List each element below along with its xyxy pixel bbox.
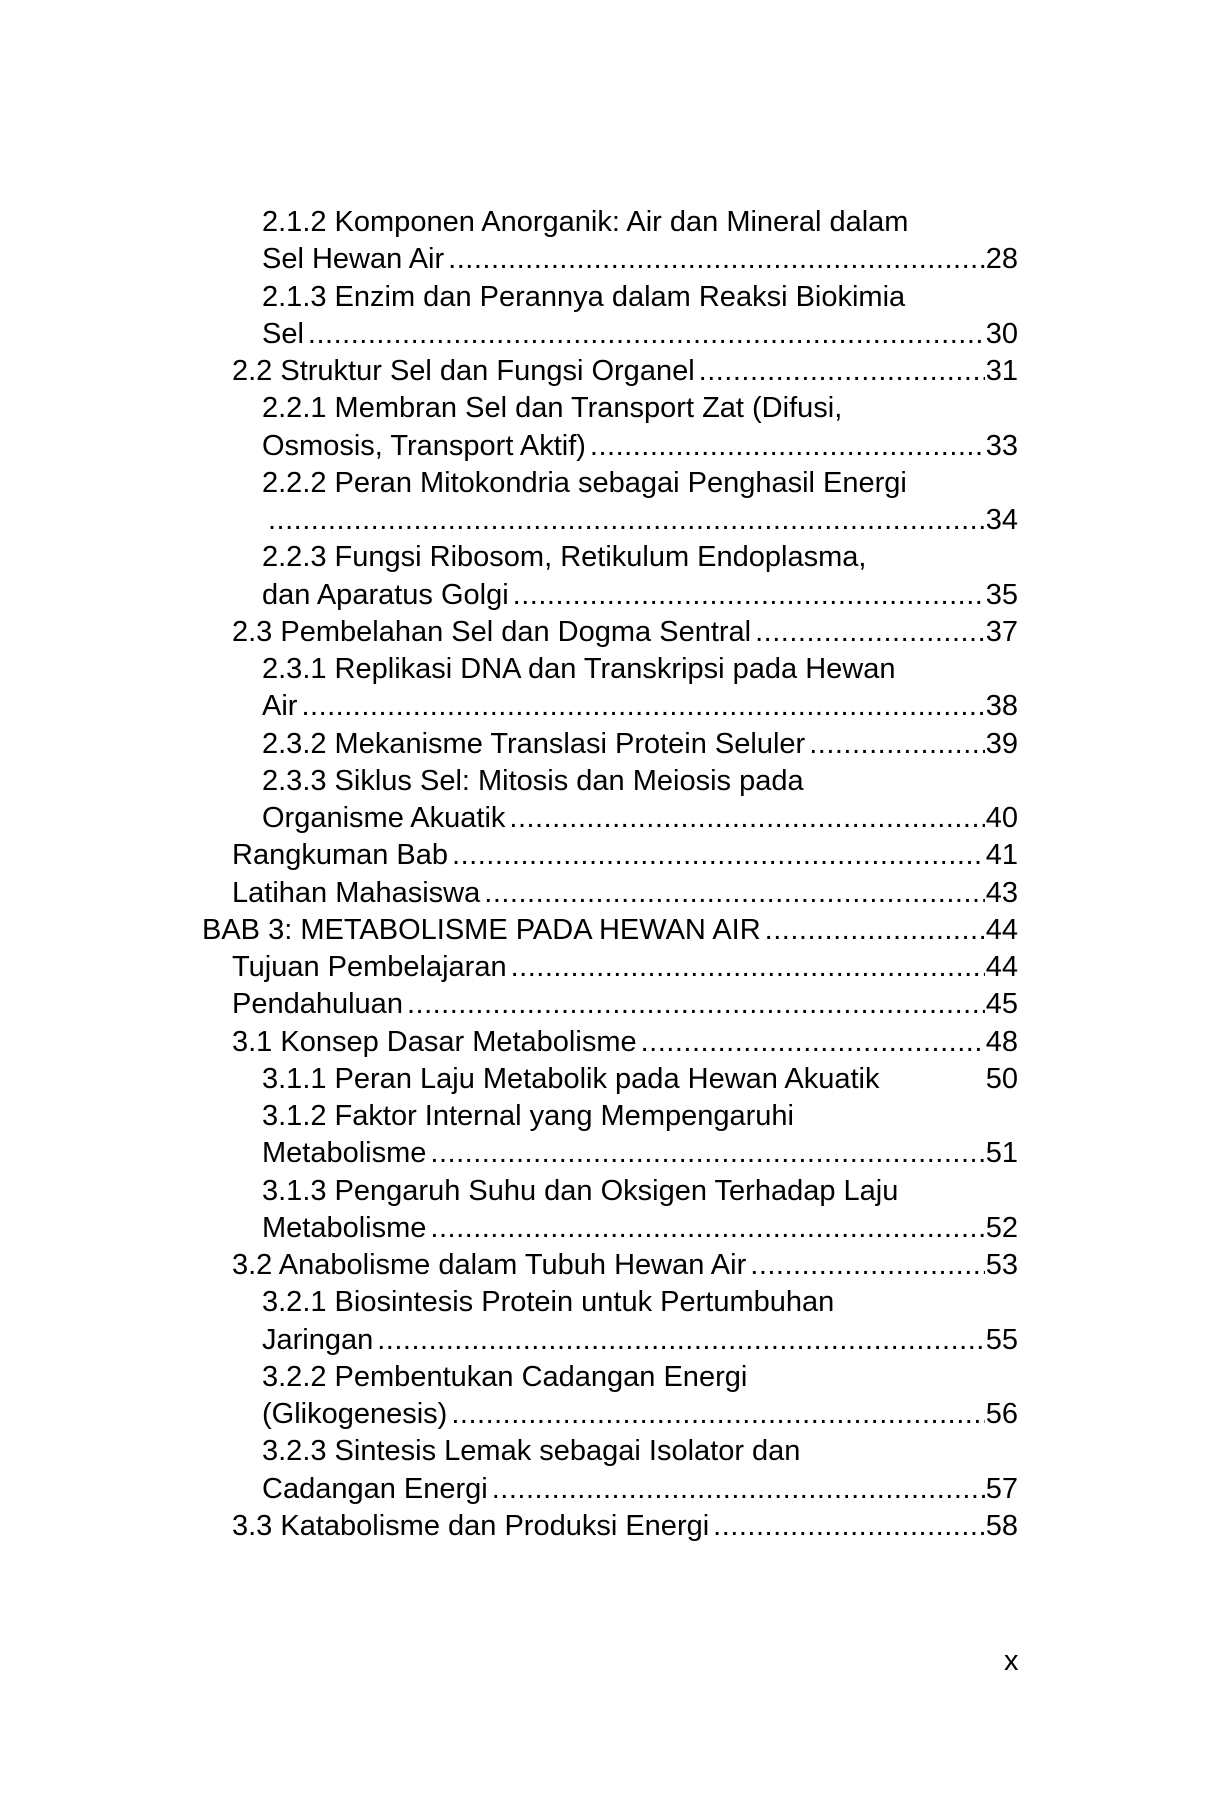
- toc-entry-final-line: [262, 800, 1018, 837]
- toc-entry-page-number: 56: [985, 1398, 1018, 1430]
- toc-entry-title: 3.1.1 Peran Laju Metabolik pada Hewan Akuatik: [262, 1062, 880, 1095]
- toc-entry-title-line: 3.1.2 Faktor Internal yang Mempengaruhi: [262, 1100, 794, 1132]
- toc-entry-page-number: 57: [985, 1472, 1018, 1505]
- toc-entry-title-line: 2.2.2 Peran Mitokondria sebagai Penghasil Energi: [262, 466, 907, 499]
- toc-entry[interactable]: [0, 1173, 1221, 1248]
- toc-entry[interactable]: [0, 1247, 1221, 1284]
- toc-entry-title: Jaringan: [262, 1323, 374, 1356]
- toc-entry-final-line: [202, 912, 1018, 949]
- toc-entry-final-line: [232, 353, 1018, 390]
- toc-entry-page-number: 44: [985, 913, 1018, 946]
- toc-entry-title: Air: [262, 690, 298, 723]
- toc-entry-page-number: 30: [985, 317, 1018, 350]
- toc-entry-final-line: [262, 1210, 1018, 1247]
- toc-entry-final-line: [262, 1471, 1018, 1508]
- toc-entry-title-line: 2.2.1 Membran Sel dan Transport Zat (Difusi,: [262, 392, 843, 425]
- toc-entry-page-number: 35: [985, 578, 1018, 611]
- toc-entry-page-number: 39: [985, 727, 1018, 760]
- dot-leader: [641, 1024, 985, 1061]
- toc-entry[interactable]: [0, 1359, 1221, 1434]
- toc-entry-page-number: 51: [985, 1137, 1018, 1170]
- toc-entry-final-line: [232, 986, 1018, 1023]
- toc-entry-title: Metabolisme: [262, 1137, 427, 1170]
- toc-entry[interactable]: [0, 279, 1221, 354]
- dot-leader: [513, 577, 985, 614]
- toc-entry-final-line: [262, 1061, 1018, 1098]
- toc-entry[interactable]: [0, 204, 1221, 279]
- toc-entry-page-number: 41: [985, 839, 1018, 872]
- toc-entry[interactable]: [0, 353, 1221, 390]
- toc-entry-page-number: 33: [985, 429, 1018, 462]
- toc-entry-page-number: 37: [985, 615, 1018, 648]
- toc-entry-title: Cadangan Energi: [262, 1472, 488, 1505]
- toc-entry-final-line: [232, 1508, 1018, 1545]
- toc-entry-title: BAB 3: METABOLISME PADA HEWAN AIR: [202, 913, 761, 946]
- toc-entry-page-number: 53: [985, 1249, 1018, 1281]
- toc-entry-page-number: 44: [985, 951, 1018, 983]
- toc-entry-page-number: 52: [985, 1211, 1018, 1244]
- toc-entry-title-line: 3.2.2 Pembentukan Cadangan Energi: [262, 1360, 748, 1393]
- toc-entry[interactable]: [0, 539, 1221, 614]
- toc-entry-final-line: [232, 1247, 1018, 1284]
- dot-leader: [750, 1247, 984, 1284]
- toc-entry[interactable]: [0, 949, 1221, 986]
- toc-entry-page-number: 31: [985, 355, 1018, 387]
- toc-entry[interactable]: [0, 651, 1221, 726]
- toc-entry-title-line: 3.2.3 Sintesis Lemak sebagai Isolator dan: [262, 1435, 801, 1468]
- dot-leader: [492, 1471, 985, 1508]
- dot-leader: [765, 912, 985, 949]
- toc-entry-final-line: [262, 502, 1018, 539]
- toc-entry[interactable]: [0, 1508, 1221, 1545]
- toc-entry[interactable]: [0, 912, 1221, 949]
- toc-entry[interactable]: [0, 1098, 1221, 1173]
- toc-entry[interactable]: [0, 390, 1221, 465]
- toc-entry-title: Sel: [262, 317, 304, 350]
- toc-entry-title: (Glikogenesis): [262, 1398, 448, 1430]
- toc-entry-title-line: 2.2.3 Fungsi Ribosom, Retikulum Endoplasma,: [262, 541, 867, 574]
- toc-entry-title-line: 2.3.3 Siklus Sel: Mitosis dan Meiosis pada: [262, 764, 804, 797]
- dot-leader: [377, 1322, 984, 1359]
- dot-leader: [755, 614, 985, 651]
- dot-leader: [430, 1210, 984, 1247]
- toc-entry-page-number: 38: [985, 690, 1018, 723]
- toc-entry-final-line: [262, 1322, 1018, 1359]
- dot-leader: [451, 1396, 984, 1433]
- toc-entry-final-line: [232, 837, 1018, 874]
- dot-leader: [484, 875, 984, 912]
- toc-entry-title: Rangkuman Bab: [232, 839, 449, 872]
- toc-entry-title: 2.2 Struktur Sel dan Fungsi Organel: [232, 355, 695, 387]
- toc-entry[interactable]: [0, 986, 1221, 1023]
- toc-entry-final-line: [262, 316, 1018, 353]
- toc-entry-page-number: 55: [985, 1323, 1018, 1356]
- toc-entry-title-line: 2.1.3 Enzim dan Perannya dalam Reaksi Biokimia: [262, 280, 906, 313]
- toc-entry-page-number: 34: [985, 504, 1018, 536]
- toc-entry-title: 2.3 Pembelahan Sel dan Dogma Sentral: [232, 615, 752, 648]
- dot-leader: [268, 502, 985, 539]
- toc-entry-final-line: [232, 1024, 1018, 1061]
- dot-leader: [699, 353, 985, 390]
- toc-entry-page-number: 45: [985, 988, 1018, 1021]
- toc-entry[interactable]: [0, 1433, 1221, 1508]
- toc-entry-final-line: [262, 577, 1018, 614]
- dot-leader: [308, 316, 985, 353]
- toc-entry[interactable]: [0, 1061, 1221, 1098]
- toc-entry-title: Tujuan Pembelajaran: [232, 951, 507, 983]
- dot-leader: [430, 1135, 984, 1172]
- toc-entry-final-line: [232, 949, 1018, 986]
- dot-leader: [452, 837, 985, 874]
- toc-entry-title: 3.1 Konsep Dasar Metabolisme: [232, 1025, 637, 1058]
- toc-entry-title: Osmosis, Transport Aktif): [262, 429, 586, 462]
- toc-entry-final-line: [262, 1396, 1018, 1433]
- toc-entry-final-line: [262, 1135, 1018, 1172]
- dot-leader: [809, 726, 985, 763]
- toc-entry-final-line: [232, 875, 1018, 912]
- toc-entry-title-line: 2.3.1 Replikasi DNA dan Transkripsi pada Hewan: [262, 653, 896, 685]
- toc-entry-final-line: [262, 688, 1018, 725]
- dot-leader: [511, 949, 985, 986]
- toc-entry-title-line: 2.1.2 Komponen Anorganik: Air dan Mineral dalam: [262, 206, 909, 238]
- dot-leader: [509, 800, 984, 837]
- table-of-contents: [0, 204, 1221, 1545]
- toc-entry-final-line: [262, 428, 1018, 465]
- dot-leader: [448, 241, 985, 278]
- toc-entry[interactable]: [0, 763, 1221, 838]
- page-number: x: [1004, 1645, 1019, 1677]
- dot-leader: [407, 986, 985, 1023]
- toc-entry-title: Latihan Mahasiswa: [232, 876, 481, 909]
- toc-entry-page-number: 40: [985, 802, 1018, 834]
- toc-entry[interactable]: [0, 875, 1221, 912]
- dot-leader: [301, 688, 984, 725]
- toc-entry-title: Organisme Akuatik: [262, 802, 506, 834]
- toc-entry-title: 2.3.2 Mekanisme Translasi Protein Seluler: [262, 727, 806, 760]
- toc-entry-page-number: 43: [985, 876, 1018, 909]
- toc-entry[interactable]: [0, 1284, 1221, 1359]
- toc-entry-title: 3.2 Anabolisme dalam Tubuh Hewan Air: [232, 1249, 747, 1281]
- toc-entry[interactable]: [0, 465, 1221, 540]
- toc-entry-title: dan Aparatus Golgi: [262, 578, 509, 611]
- toc-entry-title-line: 3.1.3 Pengaruh Suhu dan Oksigen Terhadap Laju: [262, 1174, 899, 1207]
- toc-entry-title: 3.3 Katabolisme dan Produksi Energi: [232, 1509, 710, 1542]
- toc-entry-title: Sel Hewan Air: [262, 243, 445, 276]
- toc-entry-final-line: [262, 726, 1018, 763]
- toc-entry-final-line: [262, 241, 1018, 278]
- toc-entry[interactable]: [0, 614, 1221, 651]
- toc-entry-title: Metabolisme: [262, 1211, 427, 1244]
- toc-entry-title-line: 3.2.1 Biosintesis Protein untuk Pertumbuhan: [262, 1286, 835, 1319]
- toc-entry-title: Pendahuluan: [232, 988, 403, 1021]
- dot-leader: [590, 428, 985, 465]
- toc-entry-final-line: [232, 614, 1018, 651]
- toc-entry-page-number: 50: [985, 1062, 1018, 1095]
- toc-entry[interactable]: [0, 837, 1221, 874]
- toc-entry-page-number: 58: [985, 1509, 1018, 1542]
- dot-leader: [713, 1508, 985, 1545]
- toc-entry[interactable]: [0, 726, 1221, 763]
- toc-entry[interactable]: [0, 1024, 1221, 1061]
- toc-entry-page-number: 48: [985, 1025, 1018, 1058]
- toc-entry-page-number: 28: [985, 243, 1018, 276]
